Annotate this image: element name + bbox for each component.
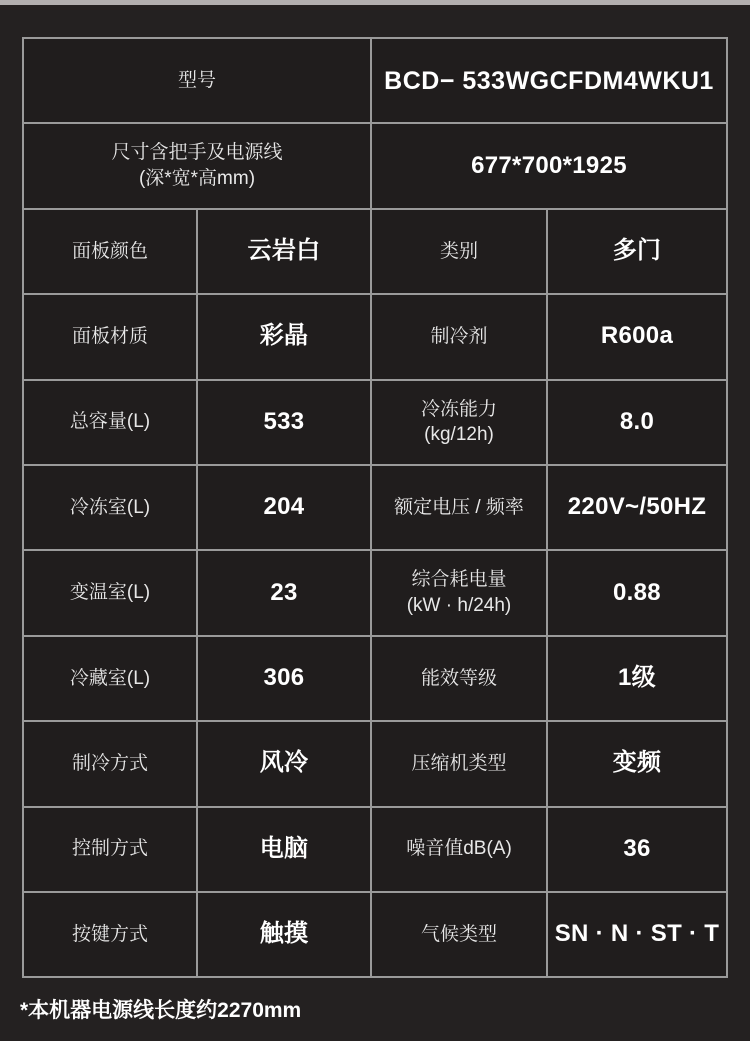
spec-label-cell <box>372 722 546 805</box>
spec-table <box>22 37 728 978</box>
spec-value-cell <box>198 210 370 293</box>
spec-label: 控制方式 <box>71 838 148 860</box>
spec-value: 1级 <box>618 664 656 692</box>
spec-label: 类别 <box>439 240 478 262</box>
top-strip <box>0 0 750 5</box>
spec-value: SN · N · ST · T <box>554 920 720 948</box>
spec-label-cell <box>372 637 546 720</box>
spec-value-cell <box>548 210 726 293</box>
spec-label: 冷冻室(L) <box>69 496 151 518</box>
spec-label: 气候类型 <box>420 923 497 945</box>
dimension-label-line2: (深*宽*高mm) <box>138 168 256 190</box>
spec-value-cell <box>548 808 726 891</box>
spec-label-cell <box>24 551 196 634</box>
spec-label: 额定电压 / 频率 <box>394 496 524 518</box>
spec-label: 能效等级 <box>420 667 497 689</box>
spec-value-cell <box>548 551 726 634</box>
spec-value: 彩晶 <box>259 322 309 350</box>
spec-label-cell <box>372 466 546 549</box>
spec-label-cell <box>24 295 196 378</box>
spec-value-cell <box>548 722 726 805</box>
spec-value-cell <box>198 551 370 634</box>
spec-value-cell <box>198 893 370 976</box>
spec-label: 变温室(L) <box>69 582 151 604</box>
spec-label-cell <box>372 295 546 378</box>
spec-value-cell <box>548 295 726 378</box>
model-value-cell <box>372 39 726 122</box>
spec-value: 变频 <box>612 749 662 777</box>
model-value: BCD− 533WGCFDM4WKU1 <box>384 66 714 95</box>
spec-label-cell <box>24 893 196 976</box>
spec-label-cell <box>372 808 546 891</box>
spec-label-cell <box>24 722 196 805</box>
spec-value: 306 <box>263 664 305 692</box>
spec-label: 冷冻能力 <box>420 398 497 420</box>
spec-value: 36 <box>623 834 651 862</box>
dimension-value: 677*700*1925 <box>471 151 627 179</box>
spec-label-cell <box>372 551 546 634</box>
spec-label-cell <box>24 466 196 549</box>
spec-label-cell <box>24 381 196 464</box>
spec-label: 综合耗电量 <box>411 569 507 591</box>
spec-label: 噪音值dB(A) <box>406 838 512 860</box>
model-label: 型号 <box>177 69 216 91</box>
spec-value-cell <box>198 722 370 805</box>
dimension-value-cell <box>372 124 726 207</box>
power-cord-footnote: *本机器电源线长度约2270mm <box>20 999 302 1022</box>
spec-label-cell <box>372 210 546 293</box>
spec-value: 电脑 <box>259 834 309 862</box>
spec-label: 冷藏室(L) <box>69 667 151 689</box>
spec-value-cell <box>548 893 726 976</box>
spec-label-cell <box>372 893 546 976</box>
spec-label: 压缩机类型 <box>411 753 507 774</box>
spec-value: 220V~/50HZ <box>567 493 707 521</box>
spec-label: 制冷方式 <box>71 753 148 774</box>
spec-value: 533 <box>263 407 305 435</box>
spec-value: 204 <box>263 493 305 521</box>
spec-value: R600a <box>600 322 674 350</box>
spec-label-cell <box>24 808 196 891</box>
spec-value: 风冷 <box>259 749 309 777</box>
spec-value-cell <box>198 381 370 464</box>
dimension-label-cell <box>24 124 370 207</box>
spec-label-cell <box>24 210 196 293</box>
spec-value-cell <box>548 637 726 720</box>
dimension-label-line1: 尺寸含把手及电源线 <box>111 142 283 164</box>
spec-label-line2: (kg/12h) <box>424 424 494 446</box>
spec-label: 制冷剂 <box>430 326 488 348</box>
spec-label-cell <box>372 381 546 464</box>
spec-value: 云岩白 <box>247 237 321 265</box>
spec-value-cell <box>198 808 370 891</box>
spec-label-line2: (kW · h/24h) <box>406 595 512 617</box>
spec-value-cell <box>198 637 370 720</box>
spec-value: 多门 <box>612 237 662 265</box>
spec-label-cell <box>24 637 196 720</box>
spec-label: 总容量(L) <box>69 411 151 433</box>
model-label-cell <box>24 39 370 122</box>
spec-value-cell <box>198 295 370 378</box>
spec-value: 触摸 <box>259 920 309 948</box>
spec-value-cell <box>198 466 370 549</box>
spec-value-cell <box>548 466 726 549</box>
spec-label: 面板材质 <box>71 326 148 348</box>
spec-value: 8.0 <box>619 407 655 435</box>
spec-value-cell <box>548 381 726 464</box>
spec-label: 按键方式 <box>71 923 148 945</box>
spec-label: 面板颜色 <box>71 240 148 262</box>
spec-value: 0.88 <box>613 578 661 606</box>
spec-value: 23 <box>270 578 298 606</box>
